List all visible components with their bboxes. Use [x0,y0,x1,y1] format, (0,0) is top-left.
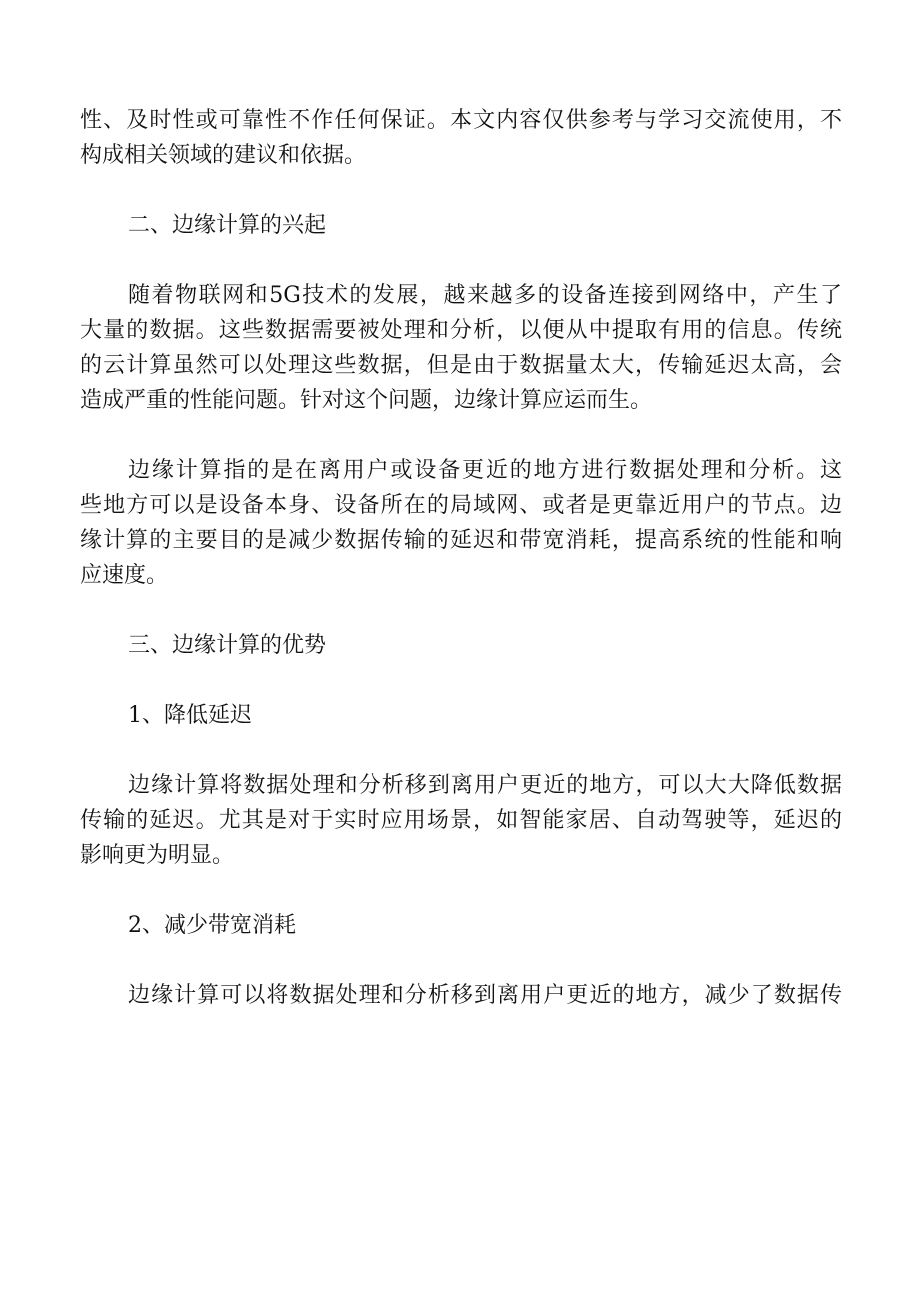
paragraph-line: 随着物联网和5G技术的发展，越来越多的设备连接到网络中，产生了 [128,283,842,308]
paragraph-line: 传输的延迟。尤其是对于实时应用场景，如智能家居、自动驾驶等，延迟的 [80,808,842,833]
paragraph-line: 性、及时性或可靠性不作任何保证。本文内容仅供参考与学习交流使用，不 [80,108,842,133]
paragraph-line: 造成严重的性能问题。针对这个问题，边缘计算应运而生。 [80,388,653,413]
paragraph-line: 的云计算虽然可以处理这些数据，但是由于数据量太大，传输延迟太高，会 [80,353,842,378]
paragraph-line: 边缘计算可以将数据处理和分析移到离用户更近的地方，减少了数据传 [128,983,842,1008]
document-page [80,103,842,1013]
paragraph-line: 些地方可以是设备本身、设备所在的局域网、或者是更靠近用户的节点。边 [80,493,842,518]
section-heading: 三、边缘计算的优势 [128,633,327,658]
paragraph-line: 边缘计算将数据处理和分析移到离用户更近的地方，可以大大降低数据 [128,773,842,798]
paragraph-line: 缘计算的主要目的是减少数据传输的延迟和带宽消耗，提高系统的性能和响 [80,528,842,553]
subsection-heading: 2、减少带宽消耗 [128,913,296,938]
paragraph-line: 边缘计算指的是在离用户或设备更近的地方进行数据处理和分析。这 [128,458,842,483]
paragraph-line: 应速度。 [80,563,169,588]
section-heading: 二、边缘计算的兴起 [128,213,327,238]
paragraph-line: 影响更为明显。 [80,843,235,868]
paragraph-line: 大量的数据。这些数据需要被处理和分析，以便从中提取有用的信息。传统 [80,318,842,343]
subsection-heading: 1、降低延迟 [128,703,252,728]
paragraph-line: 构成相关领域的建议和依据。 [80,143,367,168]
